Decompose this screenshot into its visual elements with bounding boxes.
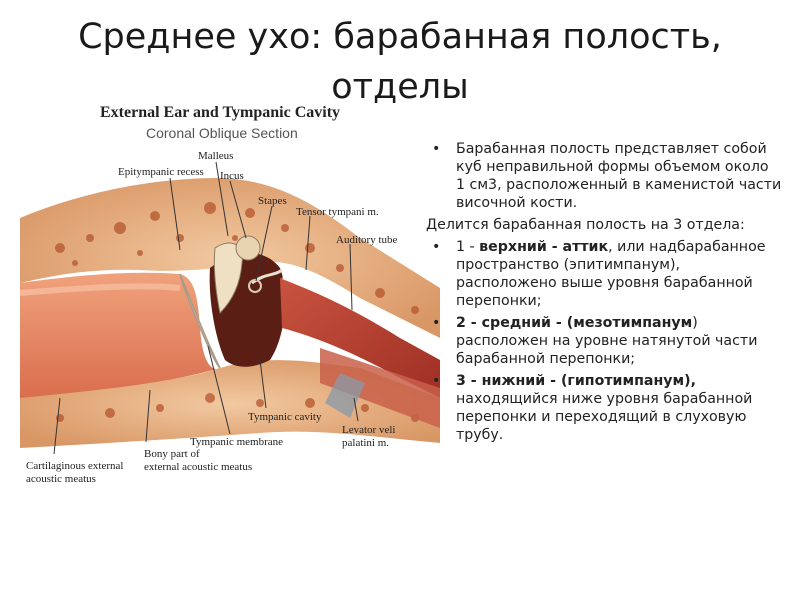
bullet-cavity-text: Барабанная полость представляет собой куб неправильной формы объемом около 1 см3, расположенный в каменистой части височной кости. (456, 141, 782, 211)
bullet-upper-rest: , или надбарабанное пространство (эпитимпанум), расположено выше уровня барабанной перепонки; (456, 239, 766, 309)
label-levator-line-1: Levator veli (342, 424, 396, 436)
label-cartilaginous-line-2: acoustic meatus (26, 473, 96, 485)
bullet-upper-attic (422, 238, 782, 310)
bullet-dot: • (432, 239, 441, 255)
slide-title-line-2: отделы (331, 67, 469, 107)
label-malleus: Malleus (198, 150, 234, 162)
bullet-lower-hypotympanum (422, 372, 782, 444)
bullet-upper-bold: верхний - аттик (479, 239, 609, 255)
bullet-dot: • (432, 141, 441, 157)
description-text (422, 140, 782, 448)
label-tympanic-cavity: Tympanic cavity (248, 411, 322, 423)
division-intro: Делится барабанная полость на 3 отдела: (426, 217, 745, 233)
label-bony-part-line-1: Bony part of (144, 448, 200, 460)
bullet-upper-number: 1 - (456, 239, 480, 255)
slide-title-line-1: Среднее ухо: барабанная полость, (78, 17, 722, 57)
bullet-lower-rest: находящийся ниже уровня барабанной перепонки и переходящий в слуховую трубу. (456, 391, 753, 443)
slide-title (20, 12, 780, 112)
bullet-cavity-description (422, 140, 782, 212)
label-levator-line-2: palatini m. (342, 437, 390, 449)
bullet-dot: • (432, 315, 441, 331)
label-tympanic-membrane: Tympanic membrane (190, 436, 284, 448)
label-cartilaginous-line-1: Cartilaginous external (26, 460, 124, 472)
figure-title: External Ear and Tympanic Cavity (100, 104, 341, 121)
bullet-middle-mesotympanum (422, 314, 782, 368)
bullet-dot: • (432, 373, 441, 389)
bullet-middle-rest: ) расположен на уровне натянутой части барабанной перепонки; (456, 315, 758, 367)
label-auditory-tube: Auditory tube (336, 234, 398, 246)
label-tensor-tympani: Tensor tympani m. (296, 206, 379, 218)
label-bony-part-line-2: external acoustic meatus (144, 461, 253, 473)
label-stapes: Stapes (258, 195, 287, 207)
label-epitympanic-recess: Epitympanic recess (118, 166, 204, 178)
bullet-middle-bold: 2 - средний - (мезотимпанум (456, 315, 693, 331)
figure-subtitle: Coronal Oblique Section (146, 125, 298, 141)
bullet-lower-bold: 3 - нижний - (гипотимпанум), (456, 373, 696, 389)
label-incus: Incus (220, 170, 244, 182)
